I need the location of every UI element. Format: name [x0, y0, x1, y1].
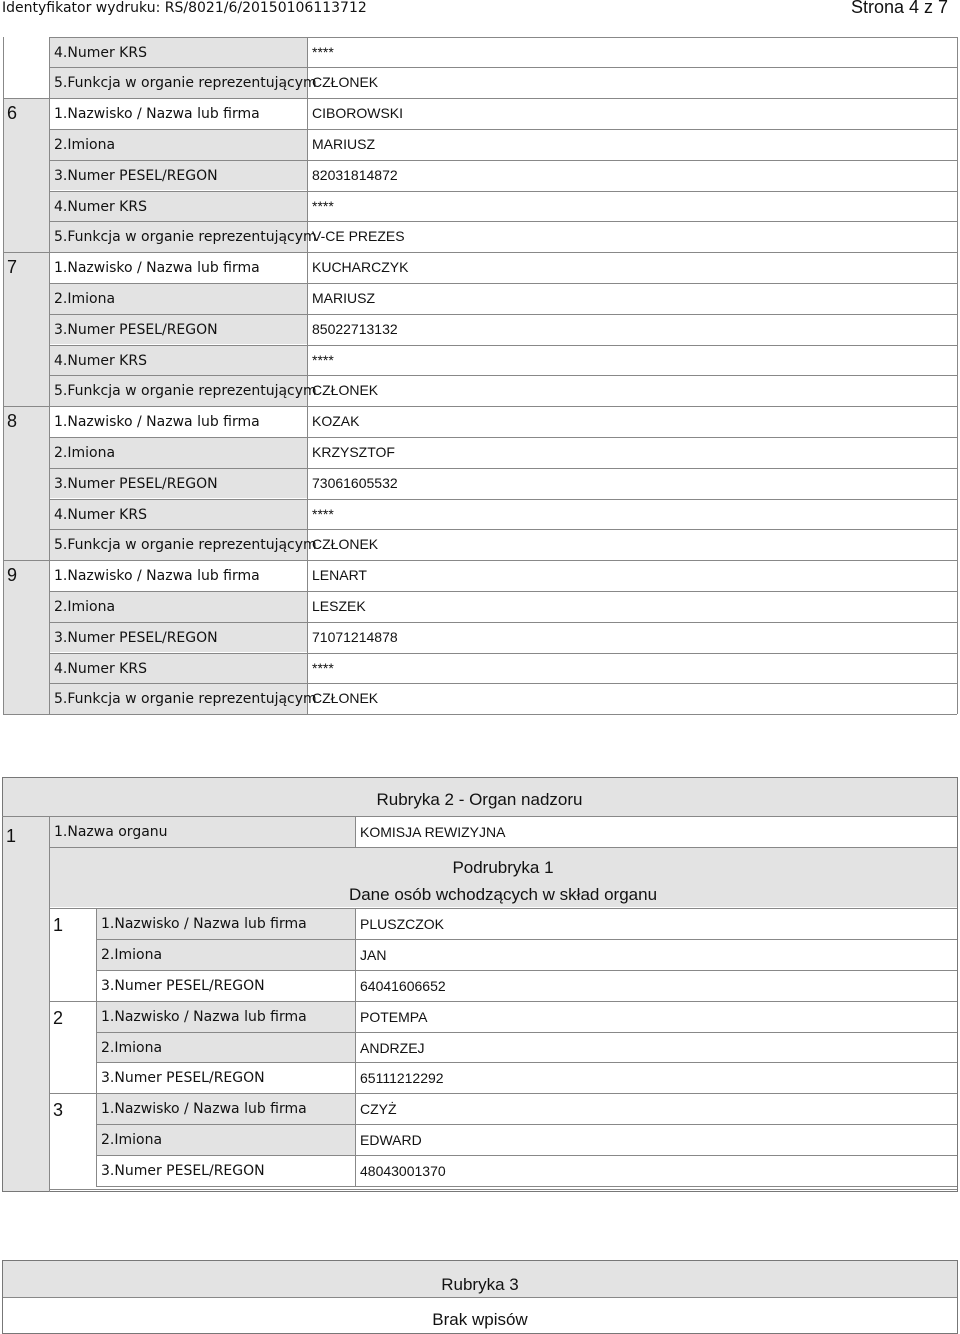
field-value: 48043001370	[360, 1162, 446, 1179]
field-label: 2.Imiona	[54, 598, 116, 615]
field-label: 2.Imiona	[54, 444, 116, 461]
field-value: LESZEK	[312, 597, 366, 614]
field-label: 5.Funkcja w organie reprezentującym	[54, 537, 317, 554]
row-line	[49, 252, 957, 253]
field-value: CZŁONEK	[312, 74, 379, 91]
field-value: CZŁONEK	[312, 690, 379, 707]
field-value: 82031814872	[312, 166, 398, 183]
rubryka-3-title: Rubryka 3	[441, 1275, 519, 1294]
field-label: 4.Numer KRS	[54, 506, 147, 523]
field-value: KUCHARCZYK	[312, 259, 409, 276]
field-label: 1.Nazwisko / Nazwa lub firma	[54, 568, 260, 585]
field-label: 2.Imiona	[101, 1132, 163, 1148]
rub2-number-cell	[3, 817, 49, 1191]
field-label: 3.Numer PESEL/REGON	[101, 1162, 265, 1179]
field-value: PLUSZCZOK	[360, 916, 445, 933]
member-number: 1	[53, 915, 64, 936]
row-line	[49, 37, 957, 38]
field-value: ****	[312, 43, 334, 60]
field-value: LENART	[312, 567, 367, 584]
field-value: ****	[312, 351, 334, 368]
row-line	[49, 375, 957, 376]
row-line	[49, 1189, 957, 1190]
print-identifier: Identyfikator wydruku: RS/8021/6/20150106113712	[2, 0, 367, 16]
podrubryka-subtitle: Dane osób wchodzących w skład organu	[348, 884, 658, 904]
field-label: 2.Imiona	[101, 947, 163, 964]
field-value: 65111212292	[360, 1070, 444, 1087]
member-number: 3	[53, 1100, 64, 1121]
field-label: 1.Nazwisko / Nazwa lub firma	[101, 1101, 307, 1118]
field-value: 85022713132	[312, 320, 398, 337]
row-line	[49, 406, 957, 407]
members-col2	[355, 908, 356, 1185]
field-label: 2.Imiona	[54, 136, 116, 153]
field-label: 2.Imiona	[101, 1039, 163, 1056]
field-label: 5.Funkcja w organie reprezentującym	[54, 383, 317, 400]
field-label: 4.Numer KRS	[54, 44, 147, 61]
field-label: 1.Nazwisko / Nazwa lub firma	[54, 414, 260, 431]
field-label: 1.Nazwisko / Nazwa lub firma	[54, 106, 260, 123]
row-line	[49, 129, 957, 130]
field-label: 4.Numer KRS	[54, 352, 147, 369]
divider	[3, 1297, 957, 1298]
field-label: 1.Nazwisko / Nazwa lub firma	[54, 260, 260, 277]
field-value: CIBOROWSKI	[312, 105, 404, 122]
field-value: 73061605532	[312, 474, 398, 491]
field-value: MARIUSZ	[312, 289, 375, 306]
podrubryka-title: Podrubryka 1	[452, 857, 554, 877]
member-number: 2	[53, 1007, 64, 1028]
rubryka-3-section	[2, 1260, 958, 1334]
row-line	[49, 653, 957, 654]
field-label: 3.Numer PESEL/REGON	[101, 1070, 265, 1087]
field-value: KRZYSZTOF	[312, 443, 395, 460]
row-line	[49, 499, 957, 500]
field-value: CZŁONEK	[312, 536, 379, 553]
field-label: 3.Numer PESEL/REGON	[54, 475, 218, 492]
entry-number: 6	[7, 103, 18, 124]
field-value: JAN	[360, 947, 387, 964]
field-label: 1.Nazwisko / Nazwa lub firma	[101, 1008, 307, 1025]
row-line	[49, 683, 957, 684]
rub2-col2	[355, 816, 356, 847]
row-line	[49, 283, 957, 284]
table-bottom	[3, 714, 957, 715]
organ-value: KOMISJA REWIZYJNA	[360, 824, 506, 840]
field-label: 3.Numer PESEL/REGON	[54, 321, 218, 338]
field-label: 3.Numer PESEL/REGON	[101, 978, 265, 994]
row-line	[49, 314, 957, 315]
field-label: 3.Numer PESEL/REGON	[54, 629, 218, 646]
field-value: ANDRZEJ	[360, 1039, 425, 1056]
row-line	[96, 1186, 957, 1187]
field-value: 71071214878	[312, 628, 398, 645]
organ-label: 1.Nazwa organu	[54, 824, 168, 840]
row-line	[96, 1062, 957, 1063]
field-label: 5.Funkcja w organie reprezentującym	[54, 75, 317, 92]
field-value: MARIUSZ	[312, 135, 375, 152]
rubryka-2-title: Rubryka 2 - Organ nadzoru	[376, 790, 583, 809]
field-value: EDWARD	[360, 1132, 422, 1148]
field-label: 5.Funkcja w organie reprezentującym	[54, 691, 317, 708]
row-line	[49, 160, 957, 161]
row-line	[49, 560, 957, 561]
field-value: KOZAK	[312, 413, 360, 430]
entry-number: 9	[7, 565, 18, 586]
field-value: POTEMPA	[360, 1008, 428, 1025]
row-line	[49, 345, 957, 346]
field-label: 3.Numer PESEL/REGON	[54, 167, 218, 184]
field-value: CZŁONEK	[312, 382, 379, 399]
page-header	[0, 0, 960, 22]
field-label: 1.Nazwisko / Nazwa lub firma	[101, 916, 307, 933]
row-line	[49, 529, 957, 530]
field-value: V-CE PREZES	[312, 228, 405, 245]
field-value: ****	[312, 659, 334, 676]
field-value: ****	[312, 197, 334, 214]
field-label: 5.Funkcja w organie reprezentującym	[54, 229, 317, 246]
rubryka-2-number: 1	[6, 826, 17, 846]
row-line	[49, 221, 957, 222]
rubryka-3-note: Brak wpisów	[432, 1310, 528, 1329]
row-line	[49, 191, 957, 192]
row-line	[49, 468, 957, 469]
entry-number: 8	[7, 411, 18, 432]
field-label: 4.Numer KRS	[54, 660, 147, 677]
page-number: Strona 4 z 7	[850, 0, 948, 17]
field-value: CZYŻ	[360, 1101, 397, 1118]
row-line	[49, 622, 957, 623]
row-line	[49, 437, 957, 438]
entry-number: 7	[7, 257, 18, 278]
row-line	[96, 1155, 957, 1156]
field-value: 64041606652	[360, 978, 446, 994]
row-line	[49, 591, 957, 592]
field-label: 2.Imiona	[54, 290, 116, 307]
row-line	[96, 970, 957, 971]
field-label: 4.Numer KRS	[54, 198, 147, 215]
row-line	[49, 98, 957, 99]
row-line	[49, 67, 957, 68]
field-value: ****	[312, 505, 334, 522]
table-border-right	[957, 37, 958, 715]
